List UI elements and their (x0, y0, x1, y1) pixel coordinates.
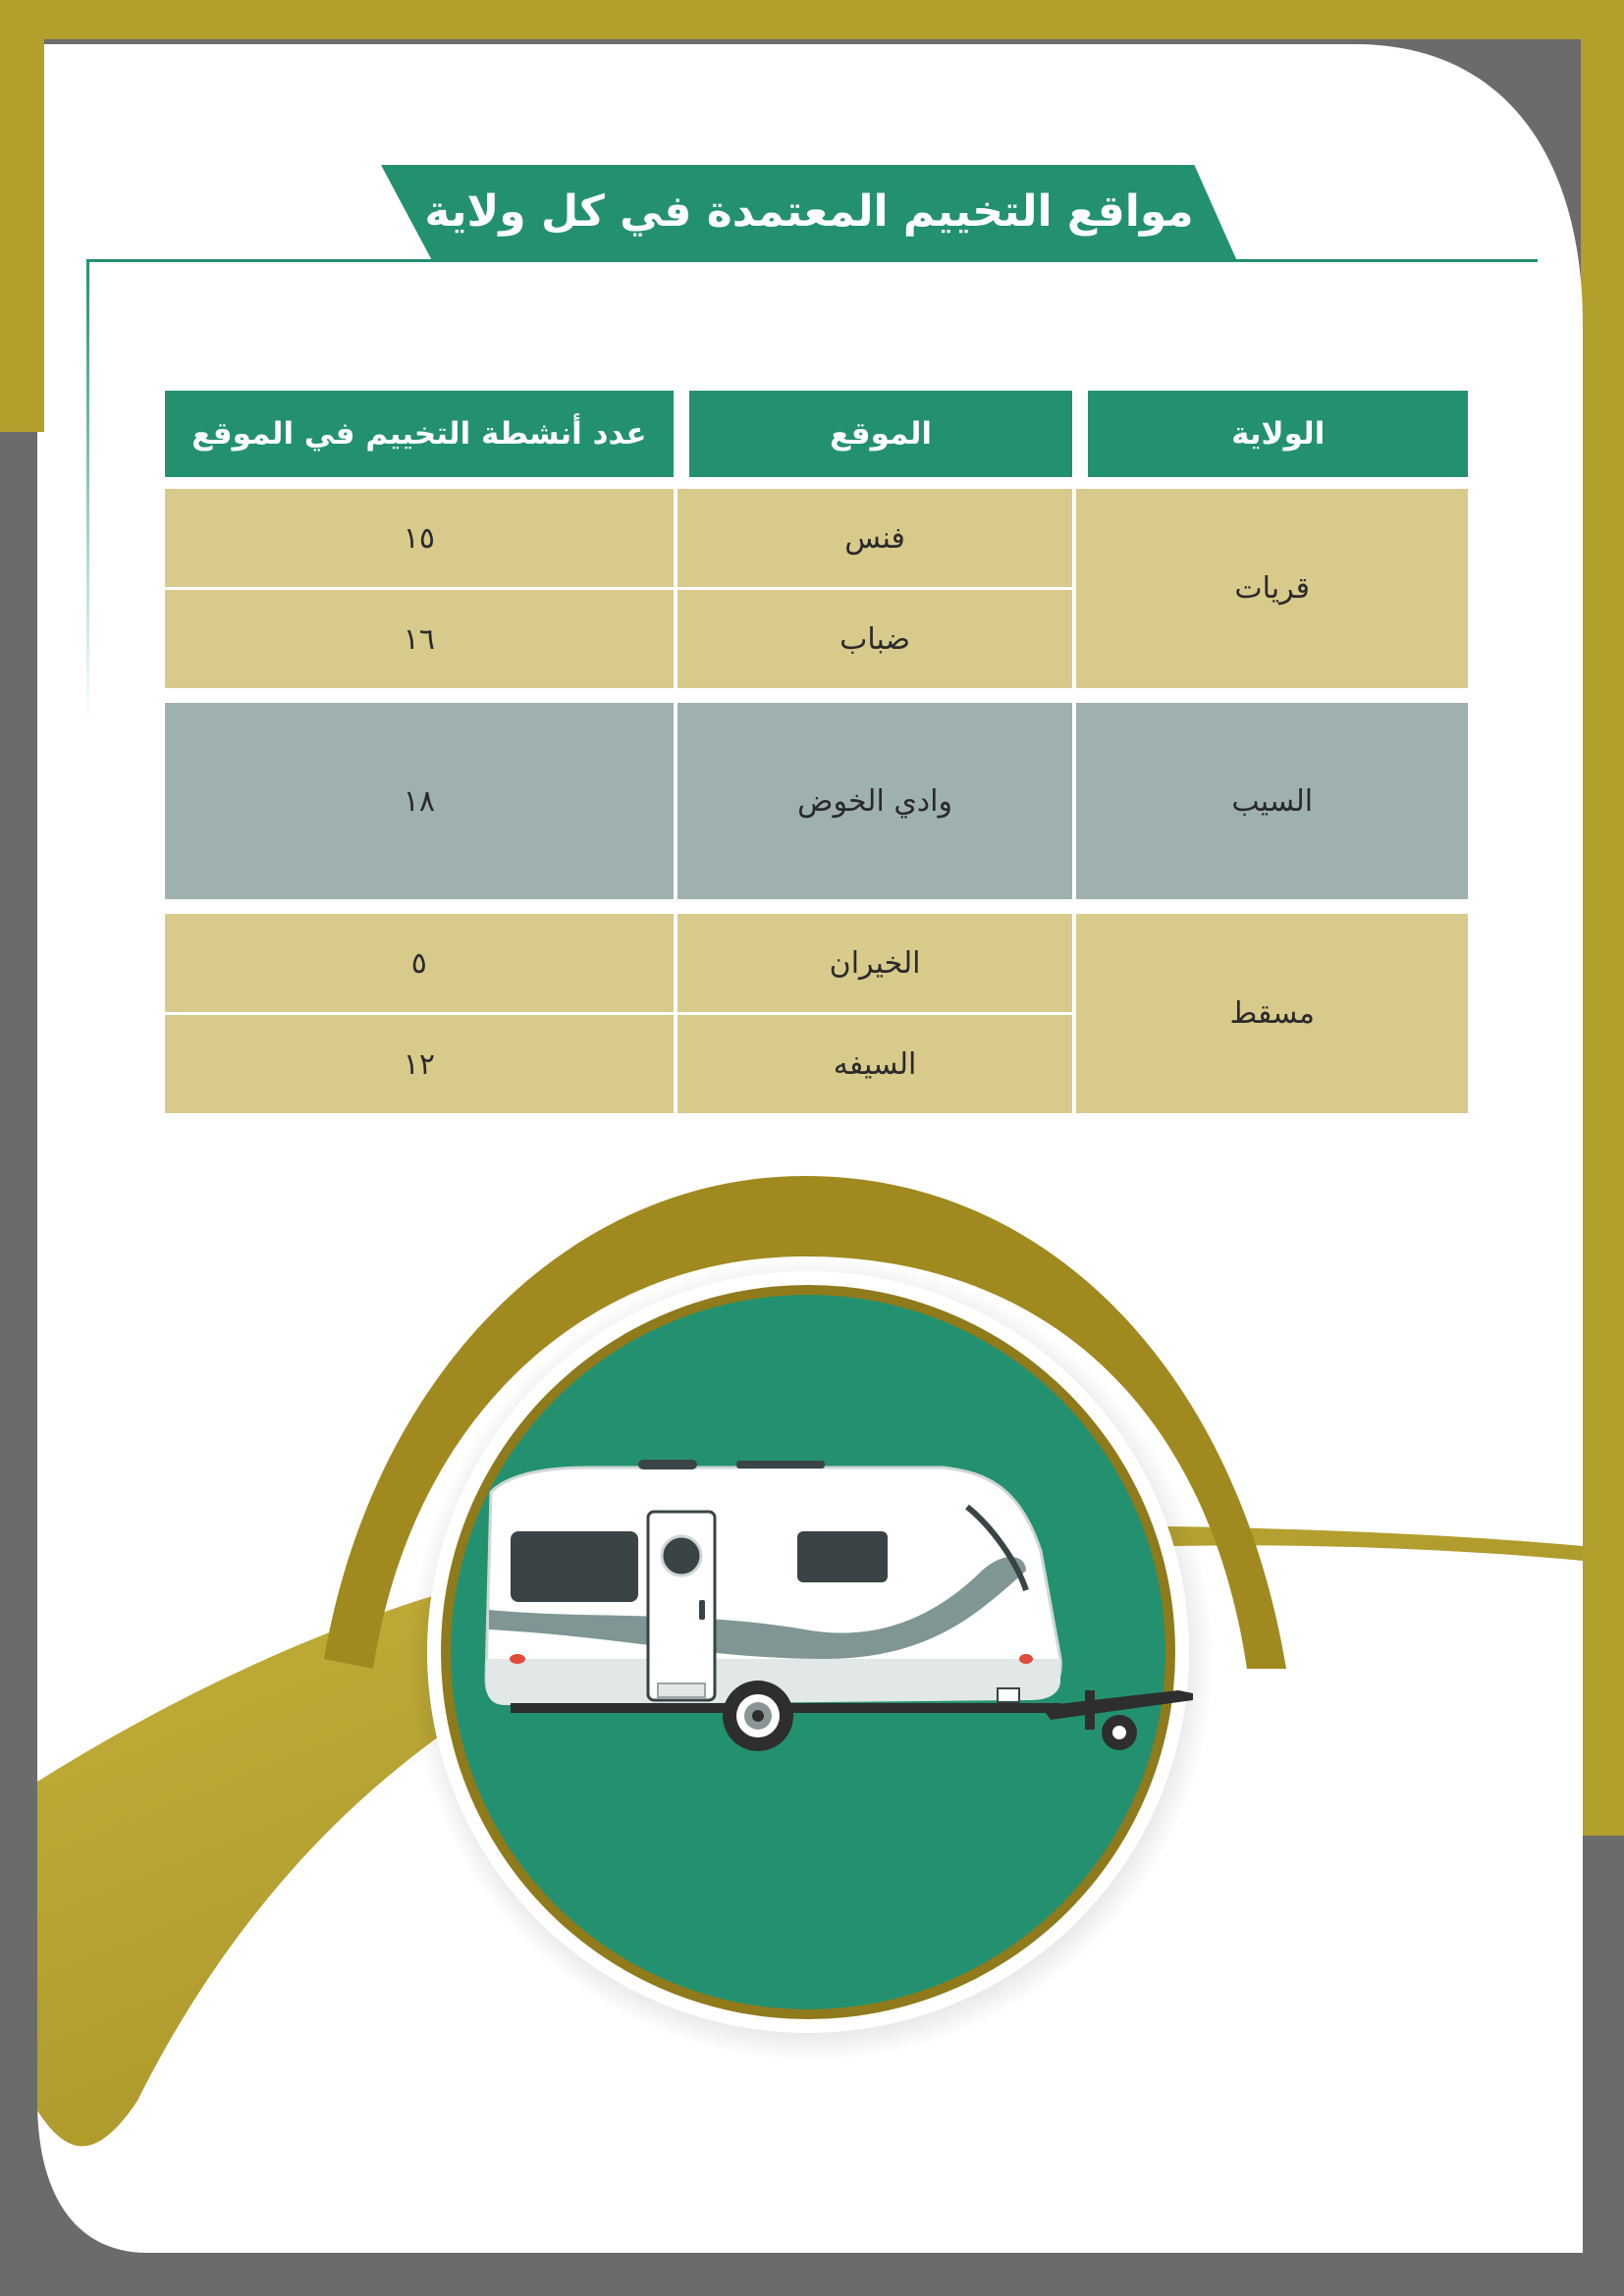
count-cell: ١٨ (165, 703, 674, 902)
state-cell: السيب (1072, 703, 1468, 902)
header-count: عدد أنشطة التخييم في الموقع (165, 391, 674, 477)
site-cell: ضباب (674, 590, 1073, 691)
site-cell: السيفه (674, 1015, 1073, 1116)
site-cell: فنس (674, 489, 1073, 590)
count-cell: ١٦ (165, 590, 674, 691)
header-site: الموقع (674, 391, 1073, 477)
state-cell: مسقط (1072, 914, 1468, 1116)
state-cell: قريات (1072, 489, 1468, 691)
site-cell: وادي الخوض (674, 703, 1073, 902)
count-cell: ١٢ (165, 1015, 674, 1116)
count-cell: ١٥ (165, 489, 674, 590)
page-title: مواقع التخييم المعتمدة في كل ولاية (424, 187, 1194, 237)
header-state: الولاية (1072, 391, 1468, 477)
site-cell: الخيران (674, 914, 1073, 1015)
count-cell: ٥ (165, 914, 674, 1015)
